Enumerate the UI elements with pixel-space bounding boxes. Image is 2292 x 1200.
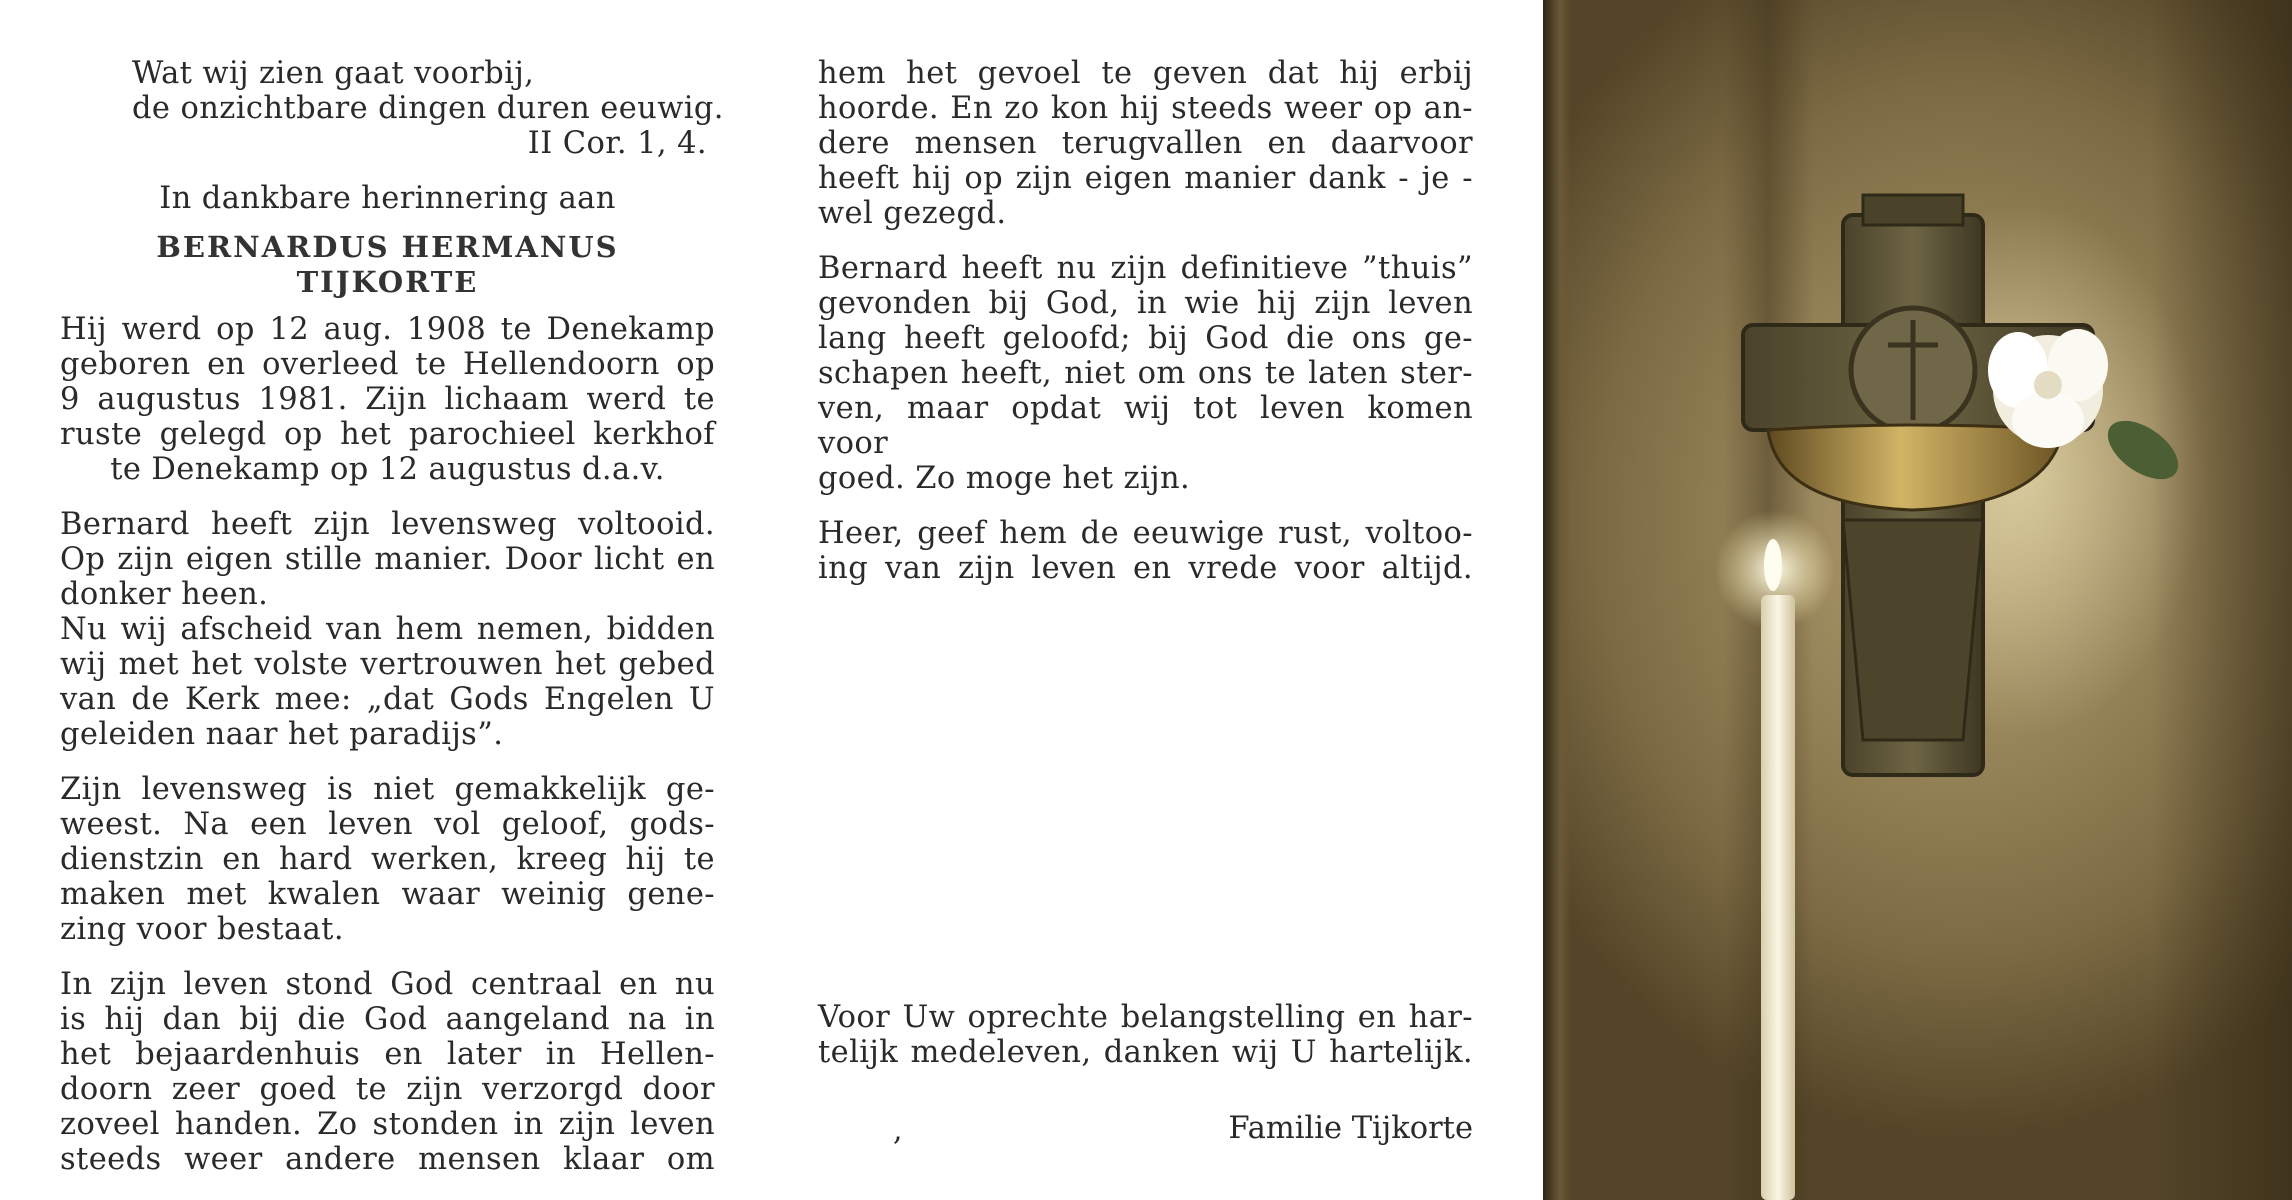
- paragraph-continuation: [818, 56, 1473, 231]
- text-line: hoorde. En zo kon hij steeds weer op an-: [818, 91, 1473, 126]
- paragraph-biography: [60, 312, 715, 487]
- quote-line: de onzichtbare dingen duren eeuwig.: [132, 91, 724, 126]
- text-line: het bejaardenhuis en later in Hellen-: [60, 1037, 715, 1072]
- text-line: doorn zeer goed te zijn verzorgd door: [60, 1072, 715, 1107]
- text-line: dienstzin en hard werken, kreeg hij te: [60, 842, 715, 877]
- stray-comma-mark: ,: [893, 1113, 903, 1148]
- text-line: steeds weer andere mensen klaar om: [60, 1142, 715, 1177]
- text-line: te Denekamp op 12 augustus d.a.v.: [110, 452, 665, 487]
- paragraph-health: [60, 772, 715, 947]
- text-line: van de Kerk mee: „dat Gods Engelen U: [60, 682, 715, 717]
- bible-reference: II Cor. 1, 4.: [527, 126, 707, 161]
- text-line: donker heen.: [60, 577, 269, 612]
- text-line: wij met het volste vertrouwen het gebed: [60, 647, 715, 682]
- text-line: geleiden naar het paradijs”.: [60, 717, 504, 752]
- text-line: Hij werd op 12 aug. 1908 te Denekamp: [60, 312, 715, 347]
- cross-candle-illustration: [1543, 0, 2292, 1200]
- paragraph-prayer: [818, 516, 1473, 586]
- text-line: ing van zijn leven en vrede voor altijd.: [818, 551, 1473, 586]
- text-line: weest. Na een leven vol geloof, gods-: [60, 807, 715, 842]
- text-line: Zijn levensweg is niet gemakkelijk ge-: [60, 772, 715, 807]
- left-text-column: [60, 56, 724, 1177]
- thank-you-note: [818, 1000, 1473, 1070]
- family-signature: Familie Tijkorte: [1228, 1111, 1473, 1146]
- chalice-bowl: [1768, 425, 2063, 510]
- paragraph-home: [818, 251, 1473, 496]
- bible-quote: [60, 56, 724, 161]
- text-line: geboren en overleed te Hellendoorn op: [60, 347, 715, 382]
- text-line: lang heeft geloofd; bij God die ons ge-: [818, 321, 1473, 356]
- text-line: schapen heeft, niet om ons te laten ster-: [818, 356, 1473, 391]
- deceased-name: BERNARDUS HERMANUS TIJKORTE: [156, 230, 619, 299]
- text-line: heeft hij op zijn eigen manier dank - je -: [818, 161, 1473, 196]
- text-line: Heer, geef hem de eeuwige rust, voltoo-: [818, 516, 1473, 551]
- text-line: Bernard heeft zijn levensweg voltooid.: [60, 507, 715, 542]
- candle-icon: [1715, 510, 1835, 1200]
- paragraph-faith: [60, 967, 715, 1177]
- text-line: Bernard heeft nu zijn definitieve ”thuis”: [818, 251, 1473, 286]
- text-line: Op zijn eigen stille manier. Door licht en: [60, 542, 715, 577]
- text-line: zoveel handen. Zo stonden in zijn leven: [60, 1107, 715, 1142]
- intro-line: In dankbare herinnering aan: [159, 181, 616, 216]
- text-line: is hij dan bij die God aangeland na in: [60, 1002, 715, 1037]
- text-line: zing voor bestaat.: [60, 912, 344, 947]
- text-line: Voor Uw oprechte belangstelling en har-: [818, 1000, 1473, 1035]
- text-line: goed. Zo moge het zijn.: [818, 461, 1191, 496]
- memorial-photo: [1543, 0, 2292, 1200]
- text-line: maken met kwalen waar weinig gene-: [60, 877, 715, 912]
- text-line: dere mensen terugvallen en daarvoor: [818, 126, 1473, 161]
- text-line: 9 augustus 1981. Zijn lichaam werd te: [60, 382, 715, 417]
- text-line: Nu wij afscheid van hem nemen, bidden: [60, 612, 715, 647]
- text-line: gevonden bij God, in wie hij zijn leven: [818, 286, 1473, 321]
- middle-text-column: [818, 56, 1473, 586]
- quote-line: Wat wij zien gaat voorbij,: [132, 56, 535, 91]
- text-line: In zijn leven stond God centraal en nu: [60, 967, 715, 1002]
- text-line: hem het gevoel te geven dat hij erbij: [818, 56, 1473, 91]
- text-line: telijk medeleven, danken wij U hartelijk.: [818, 1035, 1473, 1070]
- text-line: ven, maar opdat wij tot leven komen voor: [818, 391, 1473, 461]
- text-line: ruste gelegd op het parochieel kerkhof: [60, 417, 715, 452]
- text-line: wel gezegd.: [818, 196, 1007, 231]
- paragraph-levensweg: [60, 507, 715, 752]
